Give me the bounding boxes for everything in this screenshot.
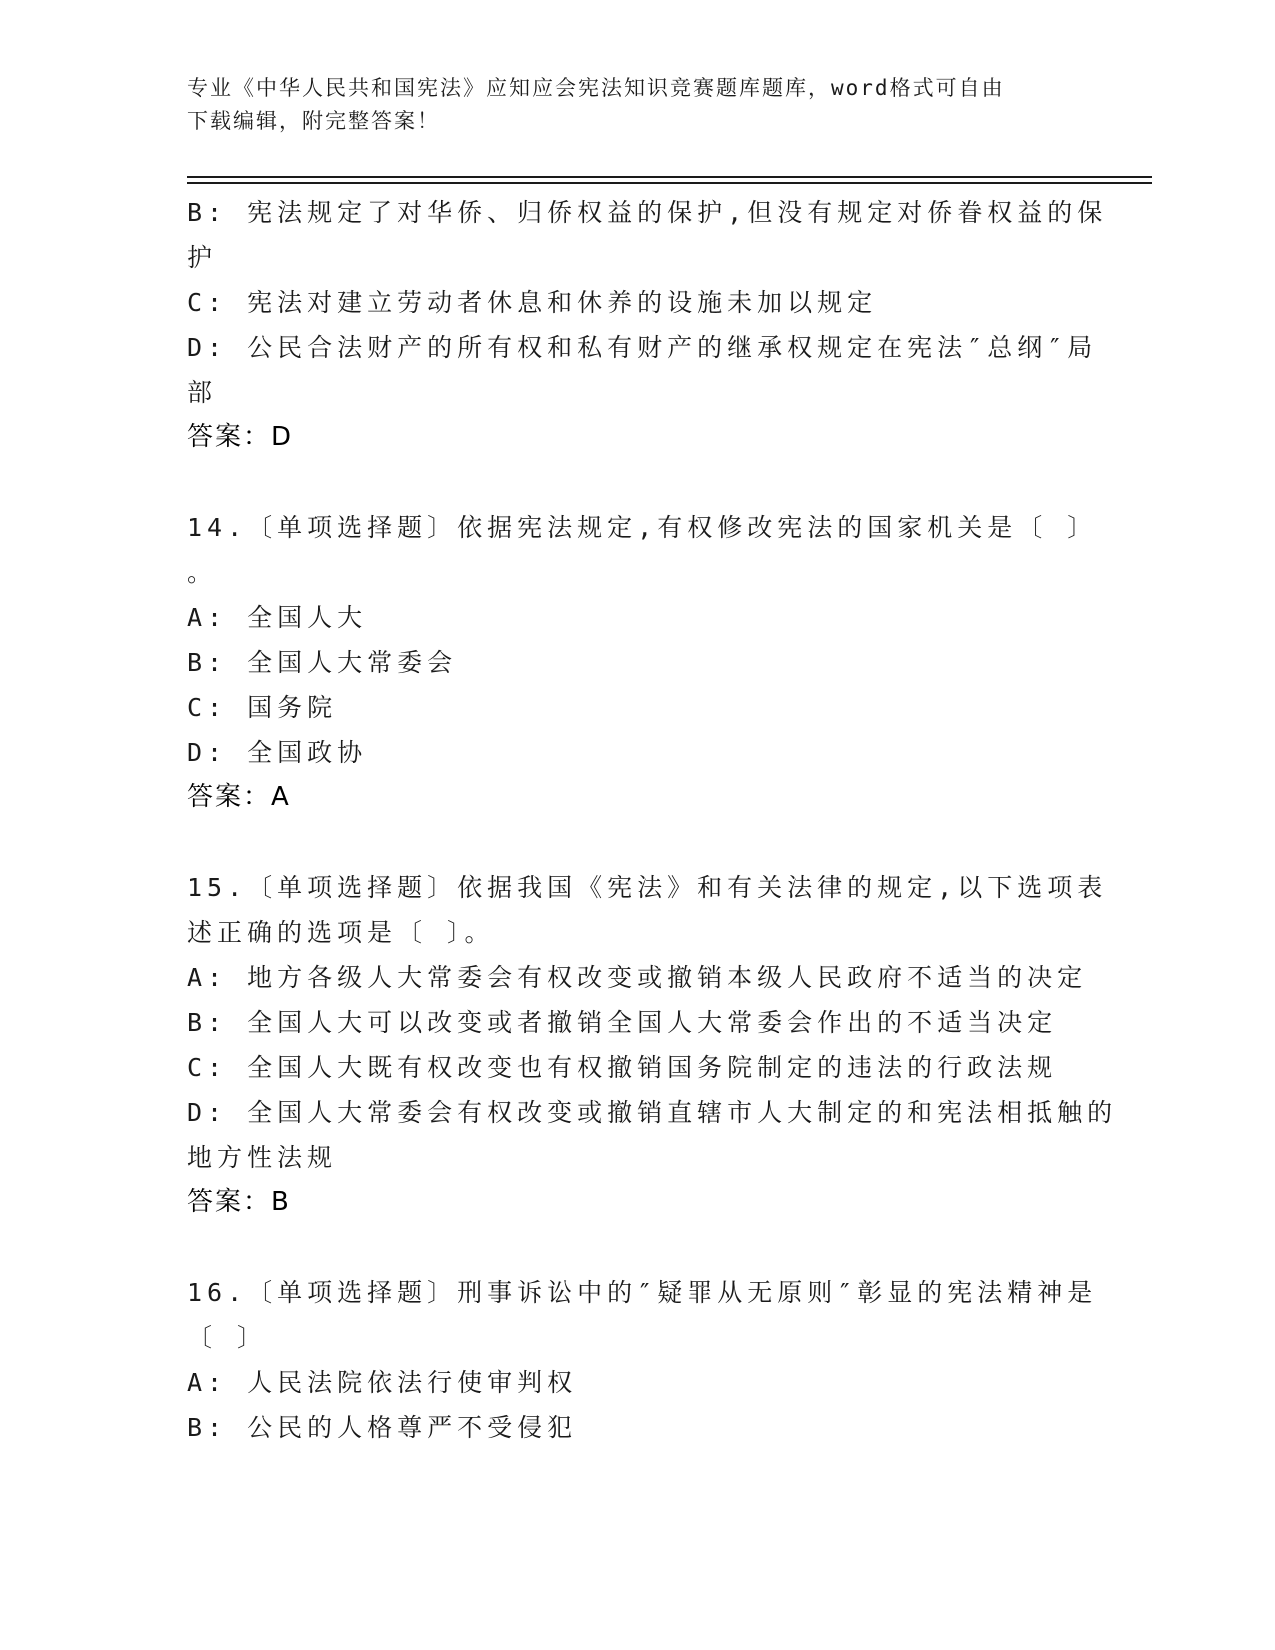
spacer bbox=[187, 820, 1087, 865]
spacer bbox=[187, 460, 1087, 505]
q14-option-a: A: 全国人大 bbox=[187, 603, 368, 632]
q14-option-b: B: 全国人大常委会 bbox=[187, 648, 458, 677]
header-line-1: 专业《中华人民共和国宪法》应知应会宪法知识竞赛题库题库，word格式可自由 bbox=[187, 76, 1005, 100]
spacer bbox=[187, 1225, 1087, 1270]
document-header bbox=[187, 72, 1087, 138]
q16-stem-cont: 〔 〕 bbox=[187, 1323, 268, 1352]
q15-stem: 15.〔单项选择题〕依据我国《宪法》和有关法律的规定,以下选项表 bbox=[187, 873, 1108, 902]
q14-option-d: D: 全国政协 bbox=[187, 738, 368, 767]
q16-option-b: B: 公民的人格尊严不受侵犯 bbox=[187, 1413, 578, 1442]
q16-stem: 16.〔单项选择题〕刑事诉讼中的″疑罪从无原则″彰显的宪法精神是 bbox=[187, 1278, 1098, 1307]
header-divider-bottom bbox=[187, 182, 1152, 184]
q13-answer: 答案：D bbox=[187, 422, 294, 452]
question-14 bbox=[187, 505, 1098, 820]
q15-answer: 答案：B bbox=[187, 1187, 291, 1217]
q13-option-b-cont: 护 bbox=[187, 243, 218, 272]
question-list bbox=[187, 190, 1118, 1450]
q15-option-d-cont: 地方性法规 bbox=[187, 1143, 338, 1172]
header-line-2: 下载编辑，附完整答案！ bbox=[187, 109, 440, 133]
question-16 bbox=[187, 1270, 1098, 1450]
q15-option-d: D: 全国人大常委会有权改变或撤销直辖市人大制定的和宪法相抵触的 bbox=[187, 1098, 1118, 1127]
q15-option-a: A: 地方各级人大常委会有权改变或撤销本级人民政府不适当的决定 bbox=[187, 963, 1088, 992]
q14-option-c: C: 国务院 bbox=[187, 693, 338, 722]
question-15 bbox=[187, 865, 1118, 1225]
q16-option-a: A: 人民法院依法行使审判权 bbox=[187, 1368, 578, 1397]
q14-stem: 14.〔单项选择题〕依据宪法规定,有权修改宪法的国家机关是〔 〕 bbox=[187, 513, 1098, 542]
header-divider-top bbox=[187, 176, 1152, 178]
q14-answer: 答案：A bbox=[187, 782, 291, 812]
q13-option-d: D: 公民合法财产的所有权和私有财产的继承权规定在宪法″总纲″局 bbox=[187, 333, 1098, 362]
q15-option-c: C: 全国人大既有权改变也有权撤销国务院制定的违法的行政法规 bbox=[187, 1053, 1058, 1082]
q15-stem-cont: 述正确的选项是〔 〕。 bbox=[187, 918, 495, 947]
q15-option-b: B: 全国人大可以改变或者撤销全国人大常委会作出的不适当决定 bbox=[187, 1008, 1058, 1037]
q14-stem-cont: 。 bbox=[187, 558, 218, 587]
q13-option-b: B: 宪法规定了对华侨、归侨权益的保护,但没有规定对侨眷权益的保 bbox=[187, 198, 1108, 227]
q13-option-d-cont: 部 bbox=[187, 378, 218, 407]
question-13 bbox=[187, 190, 1108, 460]
q13-option-c: C: 宪法对建立劳动者休息和休养的设施未加以规定 bbox=[187, 288, 878, 317]
